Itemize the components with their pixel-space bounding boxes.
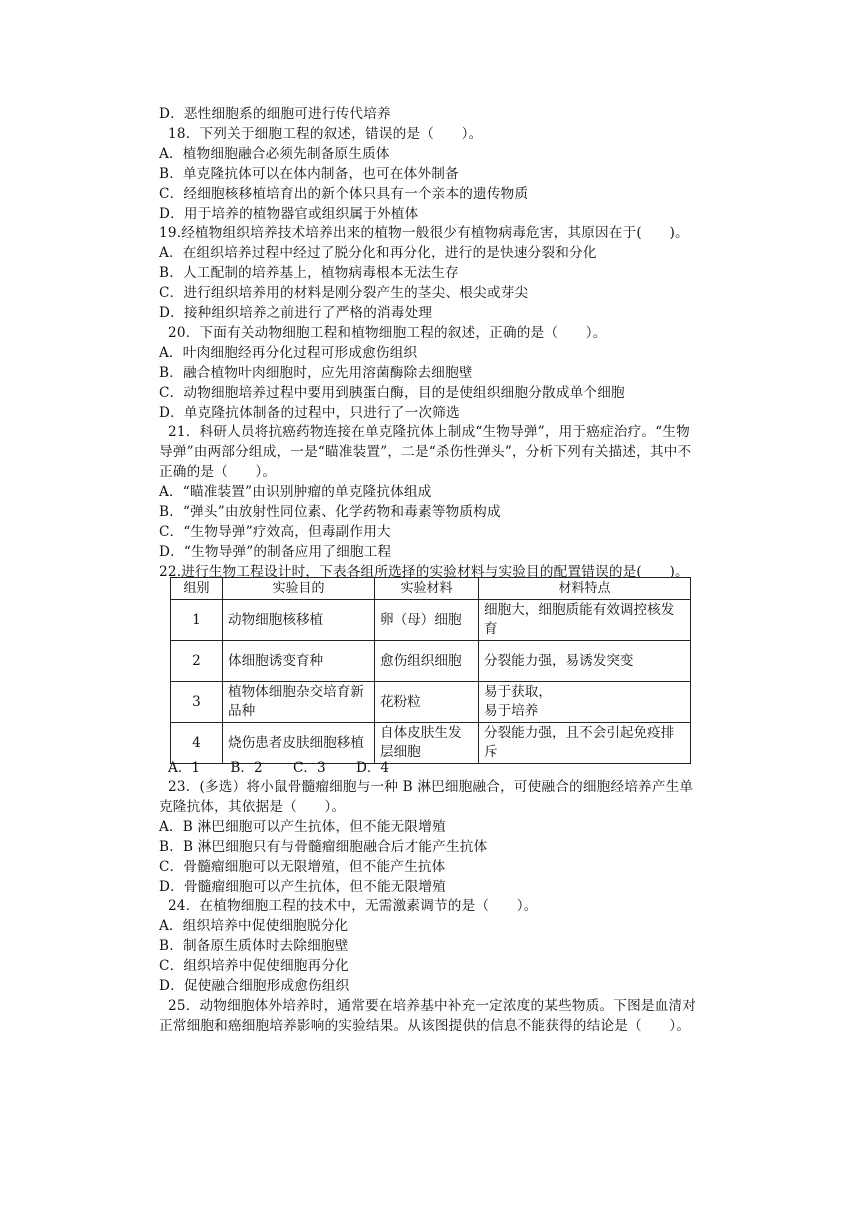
text-line: 19.经植物组织培养技术培养出来的植物一般很少有植物病毒危害，其原因在于( )。	[159, 225, 689, 242]
text-line: B．“弹头”由放射性同位素、化学药物和毒素等物质构成	[159, 504, 501, 520]
text-line: A．在组织培养过程中经过了脱分化和再分化，进行的是快速分裂和分化	[159, 245, 597, 262]
table-header-cell: 组别	[171, 578, 223, 600]
experiment-table	[170, 577, 691, 764]
option-a: A．1	[168, 760, 201, 776]
text-line: C．骨髓瘤细胞可以无限增殖，但不能产生抗体	[159, 858, 446, 875]
table-row	[171, 600, 691, 641]
option-b: B．2	[230, 760, 263, 776]
question-stem-line: 24．在植物细胞工程的技术中，无需激素调节的是（ ）。	[168, 898, 538, 915]
text-line: 正常细胞和癌细胞培养影响的实验结果。从该图提供的信息不能获得的结论是（ ）。	[159, 1017, 691, 1034]
option-c: C．3	[292, 760, 326, 776]
table-body	[171, 600, 691, 764]
table-cell: 分裂能力强，且不会引起免疫排斥	[479, 723, 691, 764]
table-cell: 花粉粒	[375, 682, 479, 723]
question-stem-line: 18．下列关于细胞工程的叙述，错误的是（ ）。	[168, 125, 483, 142]
text-line: B．融合植物叶肉细胞时，应先用溶菌酶除去细胞壁	[159, 364, 473, 381]
text-line: D．促使融合细胞形成愈伤组织	[159, 978, 350, 994]
table-cell: 细胞大，细胞质能有效调控核发育	[479, 600, 691, 641]
question-stem-line: 25．动物细胞体外培养时，通常要在培养基中补充一定浓度的某些物质。下图是血清对	[168, 997, 697, 1014]
table-header-cell: 实验材料	[375, 578, 479, 600]
table-cell: 烧伤患者皮肤细胞移植	[223, 723, 375, 764]
table-cell: 体细胞诱变育种	[223, 641, 375, 682]
text-line: C．经细胞核移植培育出的新个体只具有一个亲本的遗传物质	[159, 185, 529, 202]
text-line: D．接种组织培养之前进行了严格的消毒处理	[159, 305, 433, 321]
table-cell: 易于获取， 易于培养	[479, 682, 691, 723]
table-cell: 愈伤组织细胞	[375, 641, 479, 682]
text-line: 22.进行生物工程设计时，下表各组所选择的实验材料与实验目的配置错误的是( )。	[159, 563, 689, 580]
table-cell: 植物体细胞杂交培育新品种	[223, 682, 375, 723]
table-cell: 4	[171, 723, 223, 764]
text-line: D．“生物导弹”的制备应用了细胞工程	[159, 543, 392, 560]
text-line: C．进行组织培养用的材料是刚分裂产生的茎尖、根尖或芽尖	[159, 285, 529, 302]
text-line: 导弹”由两部分组成，一是“瞄准装置”，二是“杀伤性弹头”，分析下列有关描述，其中不	[159, 444, 692, 461]
question-stem-line: 23．(多选）将小鼠骨髓瘤细胞与一种 B 淋巴细胞融合，可使融合的细胞经培养产生单	[168, 779, 694, 795]
text-line: C．“生物导弹”疗效高，但毒副作用大	[159, 523, 391, 540]
option-d: D．4	[355, 760, 390, 776]
text-line: D．单克隆抗体制备的过程中，只进行了一次筛选	[159, 404, 460, 421]
table-cell: 自体皮肤生发层细胞	[375, 723, 479, 764]
text-line: C．动物细胞培养过程中要用到胰蛋白酶，目的是使组织细胞分散成单个细胞	[159, 384, 625, 401]
question-22-options	[168, 758, 415, 778]
table-cell: 2	[171, 641, 223, 682]
text-line: A．植物细胞融合必须先制备原生质体	[159, 145, 390, 162]
text-line: D．骨髓瘤细胞可以产生抗体，但不能无限增殖	[159, 878, 446, 895]
table-header-cell: 材料特点	[479, 578, 691, 600]
text-line: A．B 淋巴细胞可以产生抗体，但不能无限增殖	[159, 818, 446, 835]
text-line: A．叶肉细胞经再分化过程可形成愈伤组织	[159, 344, 418, 361]
table-row	[171, 682, 691, 723]
text-line: D．恶性细胞系的细胞可进行传代培养	[159, 106, 391, 122]
table-cell: 动物细胞核移植	[223, 600, 375, 641]
table-cell: 1	[171, 600, 223, 641]
text-line: B．制备原生质体时去除细胞壁	[159, 938, 349, 955]
text-line: D．用于培养的植物器官或组织属于外植体	[159, 205, 419, 222]
table-row	[171, 641, 691, 682]
table-header-row	[171, 578, 691, 600]
text-line: A．组织培养中促使细胞脱分化	[159, 918, 349, 935]
text-line: B．单克隆抗体可以在体内制备，也可在体外制备	[159, 165, 459, 182]
question-stem-line: 20．下面有关动物细胞工程和植物细胞工程的叙述，正确的是（ ）。	[168, 324, 607, 341]
table-cell: 3	[171, 682, 223, 723]
text-line: B．人工配制的培养基上，植物病毒根本无法生存	[159, 265, 459, 282]
text-line: A．“瞄准装置”由识别肿瘤的单克隆抗体组成	[159, 484, 432, 501]
table-cell: 分裂能力强，易诱发突变	[479, 641, 691, 682]
text-line: 正确的是（ ）。	[159, 464, 277, 481]
question-stem-line: 21．科研人员将抗癌药物连接在单克隆抗体上制成“生物导弹”，用于癌症治疗。“生物	[168, 424, 690, 441]
table-header-cell: 实验目的	[223, 578, 375, 600]
table-cell: 卵（母）细胞	[375, 600, 479, 641]
text-line: 克隆抗体，其依据是（ ）。	[159, 798, 346, 815]
text-line: C．组织培养中促使细胞再分化	[159, 958, 349, 975]
text-line: B．B 淋巴细胞只有与骨髓瘤细胞融合后才能产生抗体	[159, 838, 488, 855]
